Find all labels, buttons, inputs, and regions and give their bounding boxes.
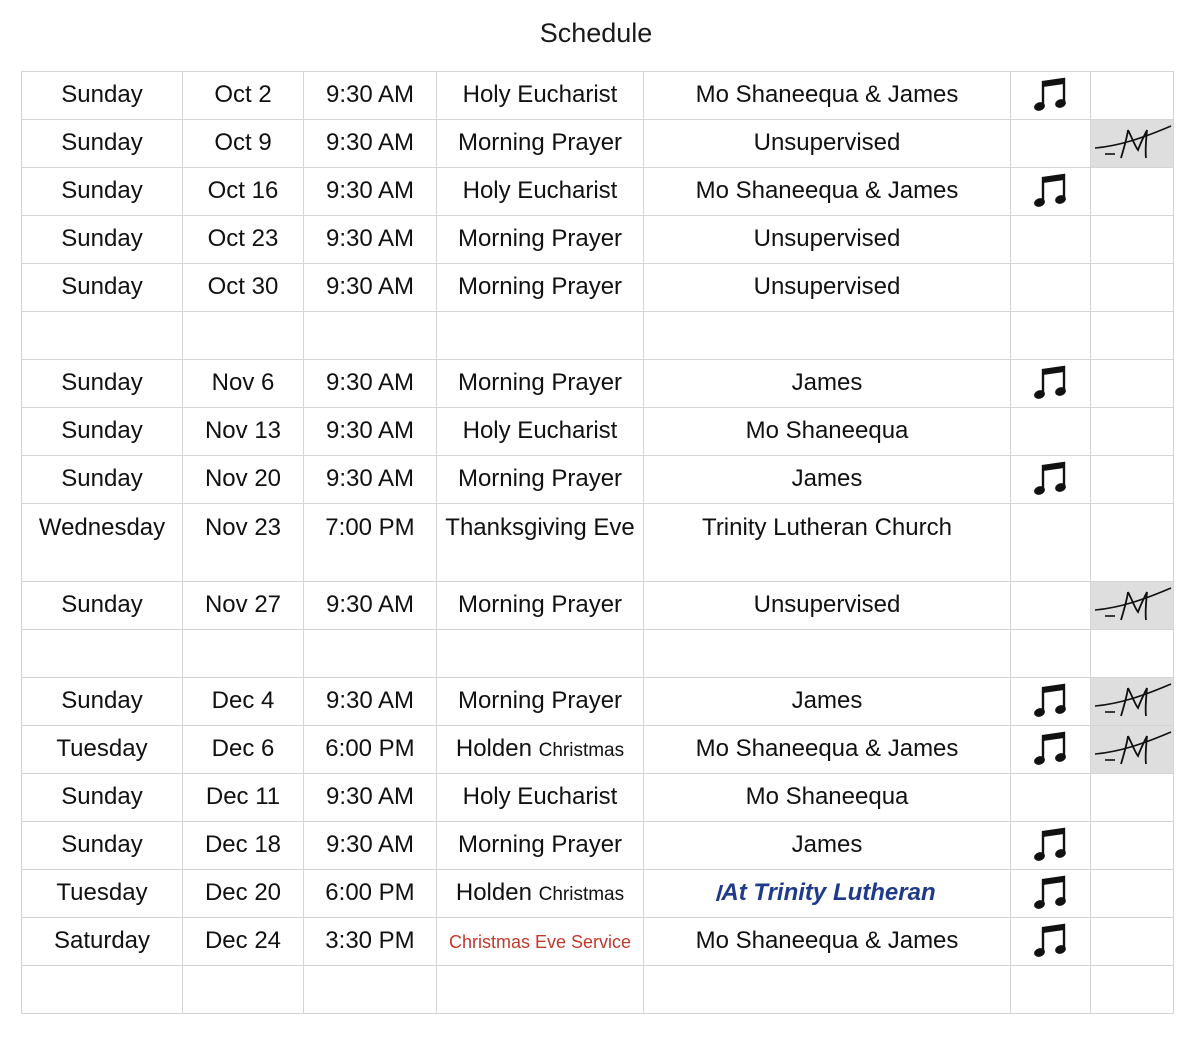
leader-cell xyxy=(644,822,1011,870)
leader-cell xyxy=(644,504,1011,582)
day-cell: Tuesday xyxy=(22,726,183,774)
service-label: Morning Prayer xyxy=(457,465,623,493)
music-cell xyxy=(1011,678,1091,726)
initials-cell xyxy=(1091,264,1174,312)
day-cell: Sunday xyxy=(22,360,183,408)
time-cell xyxy=(304,966,437,1014)
leader-cell xyxy=(644,870,1011,918)
music-cell xyxy=(1011,216,1091,264)
music-cell xyxy=(1011,120,1091,168)
music-cell xyxy=(1011,966,1091,1014)
time-cell: 9:30 AM xyxy=(304,678,437,726)
table-row xyxy=(22,456,1174,504)
leader-cell xyxy=(644,120,1011,168)
date-cell: Oct 2 xyxy=(183,72,304,120)
leader-label: Mo Shaneequa & James xyxy=(695,927,959,955)
day-cell: Sunday xyxy=(22,822,183,870)
date-cell: Dec 6 xyxy=(183,726,304,774)
service-cell xyxy=(437,456,644,504)
initials-cell xyxy=(1091,678,1174,726)
service-cell xyxy=(437,726,644,774)
initials-cell xyxy=(1091,312,1174,360)
day-cell xyxy=(22,630,183,678)
day-cell: Sunday xyxy=(22,678,183,726)
initials-cell xyxy=(1091,774,1174,822)
day-cell: Sunday xyxy=(22,72,183,120)
music-cell xyxy=(1011,408,1091,456)
time-cell: 9:30 AM xyxy=(304,408,437,456)
initials-cell xyxy=(1091,966,1174,1014)
leader-label: James xyxy=(791,465,863,493)
initials-cell xyxy=(1091,72,1174,120)
leader-label: Mo Shaneequa & James xyxy=(695,177,959,205)
date-cell xyxy=(183,630,304,678)
day-cell: Sunday xyxy=(22,120,183,168)
leader-label: James xyxy=(791,831,863,859)
handwritten-initial-m xyxy=(1091,730,1173,770)
service-label: Morning Prayer xyxy=(457,225,623,253)
service-label: Morning Prayer xyxy=(457,273,623,301)
day-cell: Sunday xyxy=(22,582,183,630)
leader-label: Trinity Lutheran Church xyxy=(702,514,952,541)
service-label: Holden xyxy=(455,735,532,763)
leader-cell xyxy=(644,918,1011,966)
music-note-icon xyxy=(1033,173,1069,211)
handwritten-initial-m xyxy=(1091,586,1173,626)
table-row xyxy=(22,678,1174,726)
music-note-icon xyxy=(1033,77,1069,115)
date-cell: Oct 30 xyxy=(183,264,304,312)
leader-label: Unsupervised xyxy=(753,273,901,301)
leader-label: James xyxy=(791,369,863,397)
table-row xyxy=(22,870,1174,918)
day-cell xyxy=(22,312,183,360)
service-cell xyxy=(437,678,644,726)
leader-cell xyxy=(644,360,1011,408)
service-label: Thanksgiving Eve xyxy=(445,514,635,541)
initials-cell xyxy=(1091,360,1174,408)
music-note-icon xyxy=(1033,683,1069,721)
time-cell: 9:30 AM xyxy=(304,72,437,120)
music-cell xyxy=(1011,264,1091,312)
leader-label: Mo Shaneequa xyxy=(745,417,909,445)
leader-cell xyxy=(644,678,1011,726)
day-cell: Sunday xyxy=(22,408,183,456)
time-cell: 9:30 AM xyxy=(304,360,437,408)
date-cell xyxy=(183,966,304,1014)
leader-cell xyxy=(644,456,1011,504)
service-cell xyxy=(437,120,644,168)
leader-cell xyxy=(644,264,1011,312)
music-note-icon xyxy=(1033,923,1069,961)
table-row xyxy=(22,630,1174,678)
leader-cell xyxy=(644,630,1011,678)
day-cell: Tuesday xyxy=(22,870,183,918)
date-cell: Nov 6 xyxy=(183,360,304,408)
time-cell: 9:30 AM xyxy=(304,822,437,870)
table-row xyxy=(22,216,1174,264)
leader-cell xyxy=(644,774,1011,822)
table-row xyxy=(22,312,1174,360)
table-row xyxy=(22,726,1174,774)
initials-cell xyxy=(1091,726,1174,774)
day-cell: Sunday xyxy=(22,456,183,504)
time-cell: 9:30 AM xyxy=(304,264,437,312)
table-row xyxy=(22,774,1174,822)
music-cell xyxy=(1011,72,1091,120)
service-cell xyxy=(437,822,644,870)
service-cell xyxy=(437,168,644,216)
music-cell xyxy=(1011,582,1091,630)
time-cell xyxy=(304,630,437,678)
table-row xyxy=(22,168,1174,216)
schedule-body xyxy=(22,72,1174,1014)
day-cell: Sunday xyxy=(22,774,183,822)
music-cell xyxy=(1011,822,1091,870)
date-cell: Dec 20 xyxy=(183,870,304,918)
music-cell xyxy=(1011,456,1091,504)
music-note-icon xyxy=(1033,731,1069,769)
time-cell: 7:00 PM xyxy=(304,504,437,582)
leader-label: Unsupervised xyxy=(753,129,901,157)
leader-cell xyxy=(644,168,1011,216)
time-cell: 6:00 PM xyxy=(304,870,437,918)
date-cell: Dec 24 xyxy=(183,918,304,966)
leader-label: Mo Shaneequa xyxy=(745,783,909,811)
music-cell xyxy=(1011,168,1091,216)
time-cell: 9:30 AM xyxy=(304,774,437,822)
date-cell: Dec 11 xyxy=(183,774,304,822)
date-cell: Dec 4 xyxy=(183,678,304,726)
date-cell: Nov 23 xyxy=(183,504,304,582)
table-row xyxy=(22,72,1174,120)
service-cell xyxy=(437,870,644,918)
time-cell: 9:30 AM xyxy=(304,120,437,168)
service-cell xyxy=(437,360,644,408)
initials-cell xyxy=(1091,582,1174,630)
service-cell xyxy=(437,72,644,120)
service-cell xyxy=(437,504,644,582)
time-cell: 9:30 AM xyxy=(304,582,437,630)
leader-label: Unsupervised xyxy=(753,591,901,619)
initials-cell xyxy=(1091,630,1174,678)
leader-cell xyxy=(644,216,1011,264)
date-cell xyxy=(183,312,304,360)
table-row xyxy=(22,822,1174,870)
service-label: Holy Eucharist xyxy=(462,177,618,205)
service-label: Holy Eucharist xyxy=(462,783,618,811)
service-label: Holden xyxy=(455,879,532,907)
music-cell xyxy=(1011,726,1091,774)
service-cell xyxy=(437,582,644,630)
time-cell: 3:30 PM xyxy=(304,918,437,966)
initials-cell xyxy=(1091,870,1174,918)
service-cell xyxy=(437,264,644,312)
service-label: Holy Eucharist xyxy=(462,81,618,109)
date-cell: Nov 27 xyxy=(183,582,304,630)
service-cell xyxy=(437,630,644,678)
service-label: Holy Eucharist xyxy=(462,417,618,445)
date-cell: Dec 18 xyxy=(183,822,304,870)
leader-label: Unsupervised xyxy=(753,225,901,253)
service-cell xyxy=(437,216,644,264)
service-sublabel: Christmas xyxy=(538,740,625,762)
service-cell xyxy=(437,966,644,1014)
date-cell: Nov 20 xyxy=(183,456,304,504)
leader-cell xyxy=(644,726,1011,774)
day-cell: Sunday xyxy=(22,216,183,264)
music-cell xyxy=(1011,360,1091,408)
service-cell xyxy=(437,312,644,360)
music-cell xyxy=(1011,312,1091,360)
leader-cell xyxy=(644,72,1011,120)
time-cell: 9:30 AM xyxy=(304,456,437,504)
music-cell xyxy=(1011,918,1091,966)
initials-cell xyxy=(1091,120,1174,168)
music-note-icon xyxy=(1033,827,1069,865)
music-note-icon xyxy=(1033,875,1069,913)
date-cell: Oct 16 xyxy=(183,168,304,216)
table-row xyxy=(22,360,1174,408)
service-label: Morning Prayer xyxy=(457,687,623,715)
music-cell xyxy=(1011,774,1091,822)
initials-cell xyxy=(1091,918,1174,966)
music-cell xyxy=(1011,870,1091,918)
service-label: Morning Prayer xyxy=(457,831,623,859)
music-cell xyxy=(1011,504,1091,582)
table-row xyxy=(22,582,1174,630)
music-note-icon xyxy=(1033,365,1069,403)
service-label: Christmas Eve Service xyxy=(448,932,632,953)
leader-label: James xyxy=(791,687,863,715)
time-cell: 9:30 AM xyxy=(304,216,437,264)
leader-label: At Trinity Lutheran xyxy=(721,879,936,907)
leader-cell xyxy=(644,966,1011,1014)
service-cell xyxy=(437,918,644,966)
handwritten-initial-m xyxy=(1091,682,1173,722)
service-label: Morning Prayer xyxy=(457,591,623,619)
time-cell xyxy=(304,312,437,360)
time-cell: 9:30 AM xyxy=(304,168,437,216)
initials-cell xyxy=(1091,168,1174,216)
page-title: Schedule xyxy=(539,18,653,48)
music-note-icon xyxy=(1033,461,1069,499)
day-cell xyxy=(22,966,183,1014)
initials-cell xyxy=(1091,822,1174,870)
service-label: Morning Prayer xyxy=(457,369,623,397)
table-row xyxy=(22,120,1174,168)
leader-label: Mo Shaneequa & James xyxy=(695,81,959,109)
day-cell: Saturday xyxy=(22,918,183,966)
service-label: Morning Prayer xyxy=(457,129,623,157)
leader-label: Mo Shaneequa & James xyxy=(695,735,959,763)
day-cell: Sunday xyxy=(22,168,183,216)
day-cell: Sunday xyxy=(22,264,183,312)
table-row xyxy=(22,408,1174,456)
service-sublabel: Christmas xyxy=(538,884,625,906)
date-cell: Nov 13 xyxy=(183,408,304,456)
date-cell: Oct 9 xyxy=(183,120,304,168)
leader-cell xyxy=(644,312,1011,360)
time-cell: 6:00 PM xyxy=(304,726,437,774)
initials-cell xyxy=(1091,216,1174,264)
leader-cell xyxy=(644,408,1011,456)
table-row xyxy=(22,504,1174,582)
service-cell xyxy=(437,408,644,456)
handwritten-initial-m xyxy=(1091,124,1173,164)
table-row xyxy=(22,966,1174,1014)
leader-cell xyxy=(644,582,1011,630)
table-row xyxy=(22,918,1174,966)
service-cell xyxy=(437,774,644,822)
table-row xyxy=(22,264,1174,312)
initials-cell xyxy=(1091,456,1174,504)
schedule-table xyxy=(21,71,1174,1014)
music-cell xyxy=(1011,630,1091,678)
day-cell: Wednesday xyxy=(22,504,183,582)
date-cell: Oct 23 xyxy=(183,216,304,264)
initials-cell xyxy=(1091,408,1174,456)
initials-cell xyxy=(1091,504,1174,582)
